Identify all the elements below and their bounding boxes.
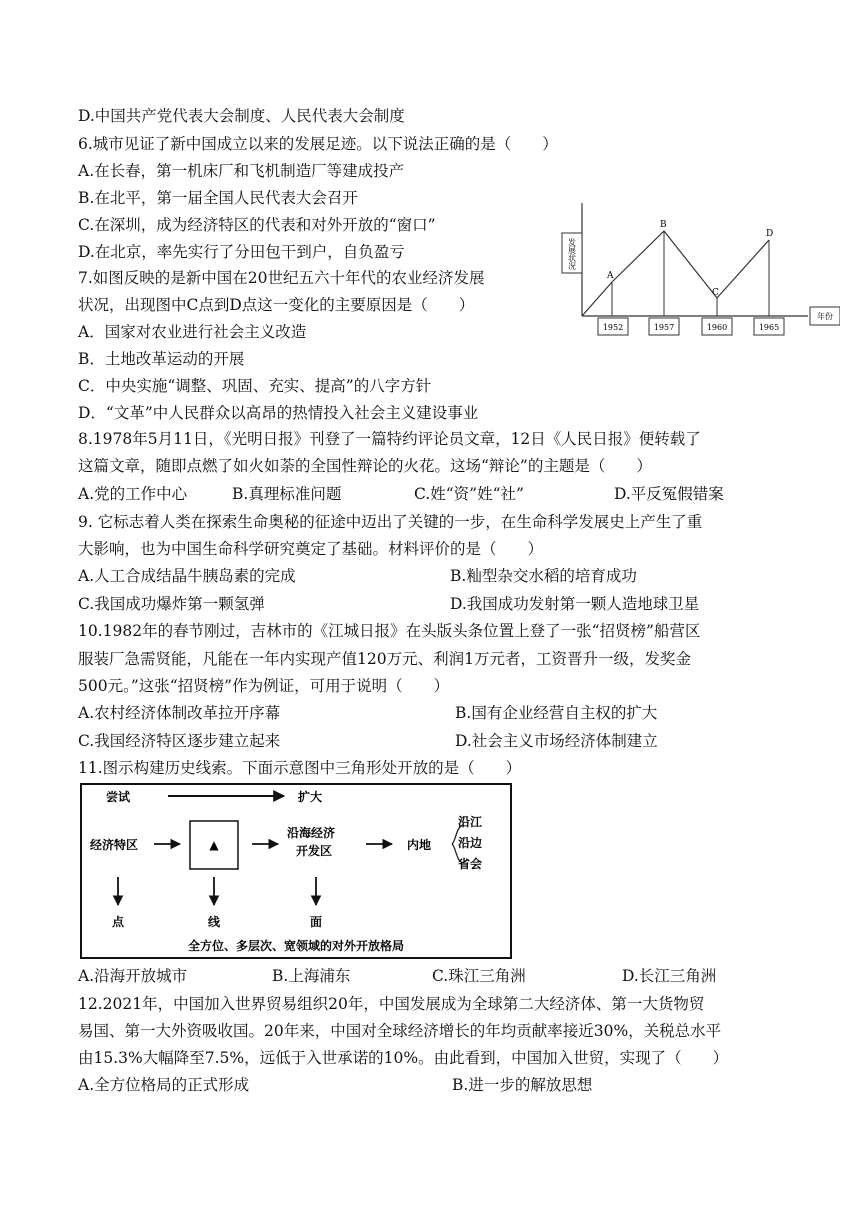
q6-option-d: D.在北京，率先实行了分田包干到户，自负盈亏 [78, 243, 405, 261]
q11-option-b: B.上海浦东 [272, 967, 351, 985]
q8-option-b: B.真理标准问题 [232, 485, 342, 503]
q9-option-a: A.人工合成结晶牛胰岛素的完成 [78, 567, 296, 585]
q8-option-a: A.党的工作中心 [78, 485, 188, 503]
q6-option-b: B.在北平，第一届全国人民代表大会召开 [78, 189, 358, 207]
q10-option-c: C.我国经济特区逐步建立起来 [78, 732, 281, 750]
q7-stem-line1: 7.如图反映的是新中国在20世纪五六十年代的农业经济发展 [78, 269, 485, 287]
q6-option-c: C.在深圳，成为经济特区的代表和对外开放的“窗口” [78, 216, 436, 234]
q5-option-d: D.中国共产党代表大会制度、人民代表大会制度 [78, 107, 405, 125]
label-coastal-2: 开发区 [296, 844, 333, 858]
q10-option-d: D.社会主义市场经济体制建立 [455, 732, 658, 750]
label-opening-pattern: 全方位、多层次、宽领域的对外开放格局 [187, 939, 405, 953]
q7-stem-line2: 状况，出现图中C点到D点这一变化的主要原因是（ ） [78, 296, 475, 314]
q6-option-a: A.在长春，第一机床厂和飞机制造厂等建成投产 [78, 162, 405, 180]
q10-option-b: B.国有企业经营自主权的扩大 [455, 704, 658, 722]
label-provincial-capital: 省会 [458, 857, 483, 871]
label-surface: 面 [310, 915, 323, 929]
q9-option-b: B.籼型杂交水稻的培育成功 [450, 567, 637, 585]
q11-option-c: C.珠江三角洲 [432, 967, 526, 985]
q11-stem: 11.图示构建历史线索。下面示意图中三角形处开放的是（ ） [78, 759, 522, 777]
q12-stem-line1: 12.2021年，中国加入世界贸易组织20年，中国发展成为全球第二大经济体、第一大货物贸 [78, 995, 705, 1013]
q10-stem-line2: 服装厂急需贤能，凡能在一年内实现产值120万元、利润1万元者，工资晋升一级，发奖金 [78, 650, 691, 668]
label-expand: 扩大 [298, 790, 323, 804]
q9-stem-line1: 9. 它标志着人类在探索生命奥秘的征途中迈出了关键的一步，在生命科学发展史上产生了重 [78, 513, 703, 531]
q11-option-a: A.沿海开放城市 [78, 967, 188, 985]
point-label-b: B [660, 220, 667, 230]
ylabel-text: 发展状况 [567, 238, 577, 270]
q9-option-d: D.我国成功发射第一颗人造地球卫星 [450, 595, 700, 613]
year-label-1960: 1960 [706, 323, 728, 332]
q10-stem-line1: 10.1982年的春节刚过，吉林市的《江城日报》在头版头条位置上登了一张“招贤榜”船营区 [78, 622, 701, 640]
point-label-a: A [607, 271, 614, 281]
q9-stem-line2: 大影响，也为中国生命科学研究奠定了基础。材料评价的是（ ） [78, 540, 544, 558]
q10-option-a: A.农村经济体制改革拉开序幕 [78, 704, 281, 722]
xlabel-text: 年份 [817, 312, 833, 321]
year-label-1952: 1952 [602, 323, 624, 332]
q7-option-b: B．土地改革运动的开展 [78, 350, 245, 368]
point-label-c: C [712, 288, 719, 298]
q11-opening-diagram [80, 783, 512, 961]
label-sez: 经济特区 [90, 838, 139, 852]
q7-option-a: A．国家对农业进行社会主义改造 [78, 323, 307, 341]
q9-option-c: C.我国成功爆炸第一颗氢弹 [78, 595, 265, 613]
year-label-1965: 1965 [758, 323, 780, 332]
label-line: 线 [208, 915, 221, 929]
label-inland: 内地 [407, 838, 432, 852]
label-coastal-1: 沿海经济 [287, 826, 336, 840]
year-label-1957: 1957 [653, 323, 675, 332]
point-label-d: D [766, 229, 774, 239]
q8-option-c: C.姓“资”姓“社” [414, 485, 524, 503]
label-along-river: 沿江 [458, 815, 483, 829]
q10-stem-line3: 500元。”这张“招贤榜”作为例证，可用于说明（ ） [78, 677, 450, 695]
q11-option-d: D.长江三角洲 [622, 967, 717, 985]
q12-stem-line3: 由15.3%大幅降至7.5%，远低于入世承诺的10%。由此看到，中国加入世贸，实现了（ ） [78, 1049, 729, 1067]
triangle-icon: ▲ [209, 838, 219, 852]
q12-option-b: B.进一步的解放思想 [452, 1076, 593, 1094]
q8-stem-line2: 这篇文章，随即点燃了如火如荼的全国性辩论的火花。这场“辩论”的主题是（ ） [78, 457, 652, 475]
q12-option-a: A.全方位格局的正式形成 [78, 1076, 250, 1094]
q12-stem-line2: 易国、第一大外资吸收国。20年来，中国对全球经济增长的年均贡献率接近30%，关税总水平 [78, 1022, 722, 1040]
q8-option-d: D.平反冤假错案 [614, 485, 724, 503]
label-along-border: 沿边 [458, 836, 483, 850]
label-dot: 点 [112, 915, 125, 929]
q6-stem: 6.城市见证了新中国成立以来的发展足迹。以下说法正确的是（ ） [78, 135, 558, 153]
q8-stem-line1: 8.1978年5月11日，《光明日报》刊登了一篇特约评论员文章，12日《人民日报》便转载了 [78, 430, 701, 448]
diagram-frame [81, 784, 511, 958]
q7-development-figure [560, 188, 840, 348]
q7-option-d: D．“文革”中人民群众以高昂的热情投入社会主义建设事业 [78, 404, 479, 422]
label-try: 尝试 [106, 790, 131, 804]
q7-option-c: C．中央实施“调整、巩固、充实、提高”的八字方针 [78, 377, 432, 395]
